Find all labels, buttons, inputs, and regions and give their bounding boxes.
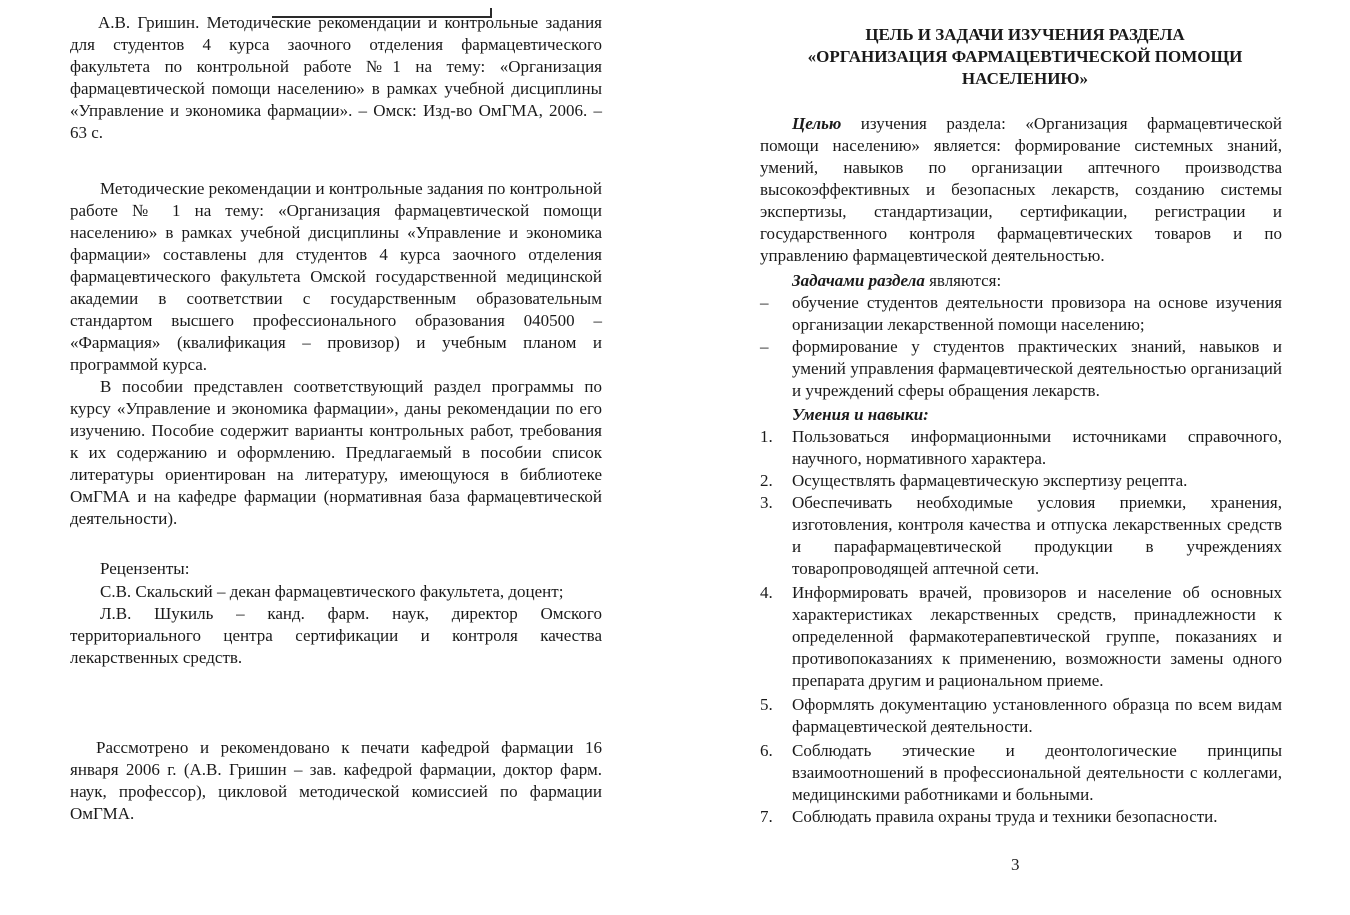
reviewer-entry: С.В. Скальский – декан фармацевтического факультета, доцент;: [100, 582, 564, 601]
skill-item: [760, 806, 1282, 828]
skill-item: [760, 492, 1282, 580]
task-marker: –: [760, 337, 769, 356]
skill-item: [760, 740, 1282, 806]
skill-text: Осуществлять фармацевтическую экспертизу рецепта.: [792, 471, 1188, 490]
skill-number: 2.: [760, 471, 773, 490]
section-title-line: «ОРГАНИЗАЦИЯ ФАРМАЦЕВТИЧЕСКОЙ ПОМОЩИ: [807, 47, 1243, 66]
skill-text: Обеспечивать необходимые условия приемки, хранения, изготовления, контроля качества и отпуска лекарственных средств и парафармацевтической продукции в учреждениях товаропроводящей аптечной сети.: [792, 493, 1282, 578]
section-title-line: ЦЕЛЬ И ЗАДАЧИ ИЗУЧЕНИЯ РАЗДЕЛА: [865, 25, 1185, 44]
tasks-heading: [760, 270, 1282, 292]
annotation-paragraph: Методические рекомендации и контрольные задания по контрольной работе № 1 на тему: «Организация фармацевтической помощи населению» в рамках учебной дисциплины «Управление и экономика фармации» составлены для студентов 4 курса заочного отделения фармацевтического факультета Омской государственной медицинской академии в соответствии с государственным образовательным стандартом высшего профессионального образования 040500 – «Фармация» (квалификация – провизор) и учебным планом и программой курса.: [70, 179, 602, 374]
bibliographic-citation: А.В. Гришин. Методические рекомендации и контрольные задания для студентов 4 курса заочного отделения фармацевтического факультета по контрольной работе №1 на тему: «Организация фармацевтической помощи населению» в рамках учебной дисциплины «Управление и экономика фармации». – Омск: Изд-во ОмГМА, 2006. – 63 с.: [70, 13, 602, 142]
skill-number: 5.: [760, 695, 773, 714]
tasks-text: являются:: [924, 271, 1002, 290]
reviewers-title: Рецензенты:: [100, 559, 190, 578]
skill-item: [760, 582, 1282, 692]
skill-number: 7.: [760, 807, 773, 826]
right-page: [675, 0, 1350, 915]
skill-item: [760, 426, 1282, 470]
section-title-line: НАСЕЛЕНИЮ»: [961, 69, 1089, 88]
skill-text: Пользоваться информационными источниками справочного, научного, нормативного характера.: [792, 427, 1282, 468]
skills-heading: Умения и навыки:: [792, 405, 929, 424]
annotation: [70, 178, 602, 530]
skill-number: 3.: [760, 493, 773, 512]
skill-item: [760, 470, 1282, 492]
skill-number: 1.: [760, 427, 773, 446]
goal-lead: Целью: [792, 114, 842, 133]
task-text: формирование у студентов практических знаний, навыков и умений управления фармацевтической деятельностью организаций и учреждений сферы обращения лекарств.: [792, 337, 1282, 400]
task-item: [760, 292, 1282, 336]
reviewer-entry: Л.В. Шукиль – канд. фарм. наук, директор Омского территориального центра сертификации и контроля качества лекарственных средств.: [70, 604, 602, 667]
tasks-lead: Задачами раздела: [792, 271, 925, 290]
skill-text: Соблюдать этические и деонтологические принципы взаимоотношений в профессиональной деятельности с коллегами, медицинскими работниками и больными.: [792, 741, 1282, 804]
skill-number: 6.: [760, 741, 773, 760]
reviewers-block: [70, 558, 602, 669]
approval-note: Рассмотрено и рекомендовано к печати кафедрой фармации 16 января 2006 г. (А.В. Гришин – зав. кафедрой фармации, доктор фарм. наук, профессор), цикловой методической комиссией по фармации ОмГМА.: [70, 738, 602, 823]
task-text: обучение студентов деятельности провизора на основе изучения организации лекарственной помощи населению;: [792, 293, 1282, 334]
skill-text: Соблюдать правила охраны труда и техники безопасности.: [792, 807, 1218, 826]
skill-text: Оформлять документацию установленного образца по всем видам фармацевтической деятельности.: [792, 695, 1282, 736]
goal-text: изучения раздела: «Организация фармацевтической помощи населению» является: формирование системных знаний, умений, навыков по организации аптечного производства высокоэффективных и безопасных лекарств, созданию системы экспертизы, стандартизации, сертификации, регистрации и государственного контроля фармацевтических товаров и по управлению фармацевтической деятельностью.: [760, 114, 1282, 265]
annotation-paragraph: В пособии представлен соответствующий раздел программы по курсу «Управление и экономика фармации», даны рекомендации по его изучению. Пособие содержит варианты контрольных работ, требования к их содержанию и оформлению. Предлагаемый в пособии список литературы ориентирован на литературу, имеющуюся в библиотеке ОмГМА и на кафедре фармации (нормативная база фармацевтической деятельности).: [70, 377, 602, 528]
task-item: [760, 336, 1282, 402]
task-marker: –: [760, 293, 769, 312]
section-title: [775, 24, 1275, 90]
skill-item: [760, 694, 1282, 738]
page-number: 3: [1011, 855, 1020, 874]
skill-text: Информировать врачей, провизоров и население об основных характеристиках лекарственных средств, принадлежности к определенной фармакотерапевтической группе, показаниях и противопоказаниях к применению, возможности замены одного препарата другим и рациональном приеме.: [792, 583, 1282, 690]
goal-paragraph: [760, 113, 1282, 267]
skill-number: 4.: [760, 583, 773, 602]
